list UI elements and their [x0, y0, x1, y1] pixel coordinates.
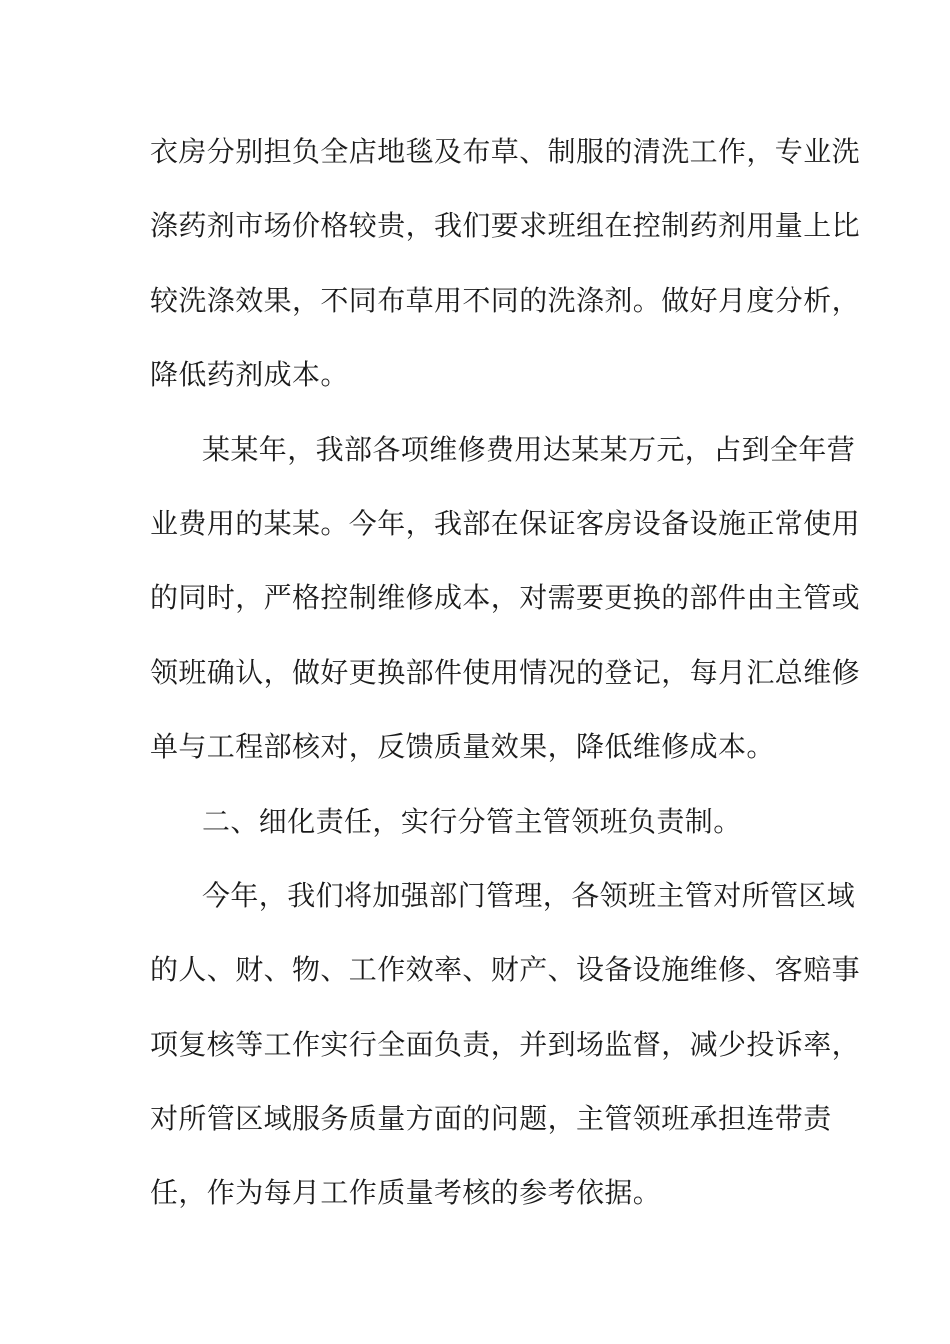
text-line: 业费用的某某。今年，我部在保证客房设备设施正常使用: [150, 506, 861, 540]
text-line: 降低药剂成本。: [150, 358, 349, 392]
section-heading: 二、细化责任，实行分管主管领班负责制。: [202, 804, 742, 838]
text-line: 项复核等工作实行全面负责，并到场监督，减少投诉率，: [150, 1027, 861, 1061]
text-line: 涤药剂市场价格较贵，我们要求班组在控制药剂用量上比: [150, 209, 861, 243]
text-line: 某某年，我部各项维修费用达某某万元，占到全年营: [202, 432, 856, 466]
section-heading-responsibility: [150, 798, 800, 872]
paragraph-maintenance-cost: [150, 426, 861, 798]
text-line: 对所管区域服务质量方面的问题，主管领班承担连带责: [150, 1102, 832, 1136]
text-line: 的人、财、物、工作效率、财产、设备设施维修、客赔事: [150, 953, 861, 987]
text-line: 的同时，严格控制维修成本，对需要更换的部件由主管或: [150, 581, 861, 615]
paragraph-management: [150, 872, 861, 1244]
text-line: 任，作为每月工作质量考核的参考依据。: [150, 1176, 662, 1210]
text-line: 今年，我们将加强部门管理，各领班主管对所管区域: [202, 878, 856, 912]
document-body: [150, 128, 861, 1244]
paragraph-laundry-detergent: [150, 128, 861, 426]
text-line: 衣房分别担负全店地毯及布草、制服的清洗工作，专业洗: [150, 135, 861, 168]
text-line: 较洗涤效果，不同布草用不同的洗涤剂。做好月度分析，: [150, 283, 861, 317]
text-line: 单与工程部核对，反馈质量效果，降低维修成本。: [150, 730, 775, 764]
text-line: 领班确认，做好更换部件使用情况的登记，每月汇总维修: [150, 655, 861, 689]
